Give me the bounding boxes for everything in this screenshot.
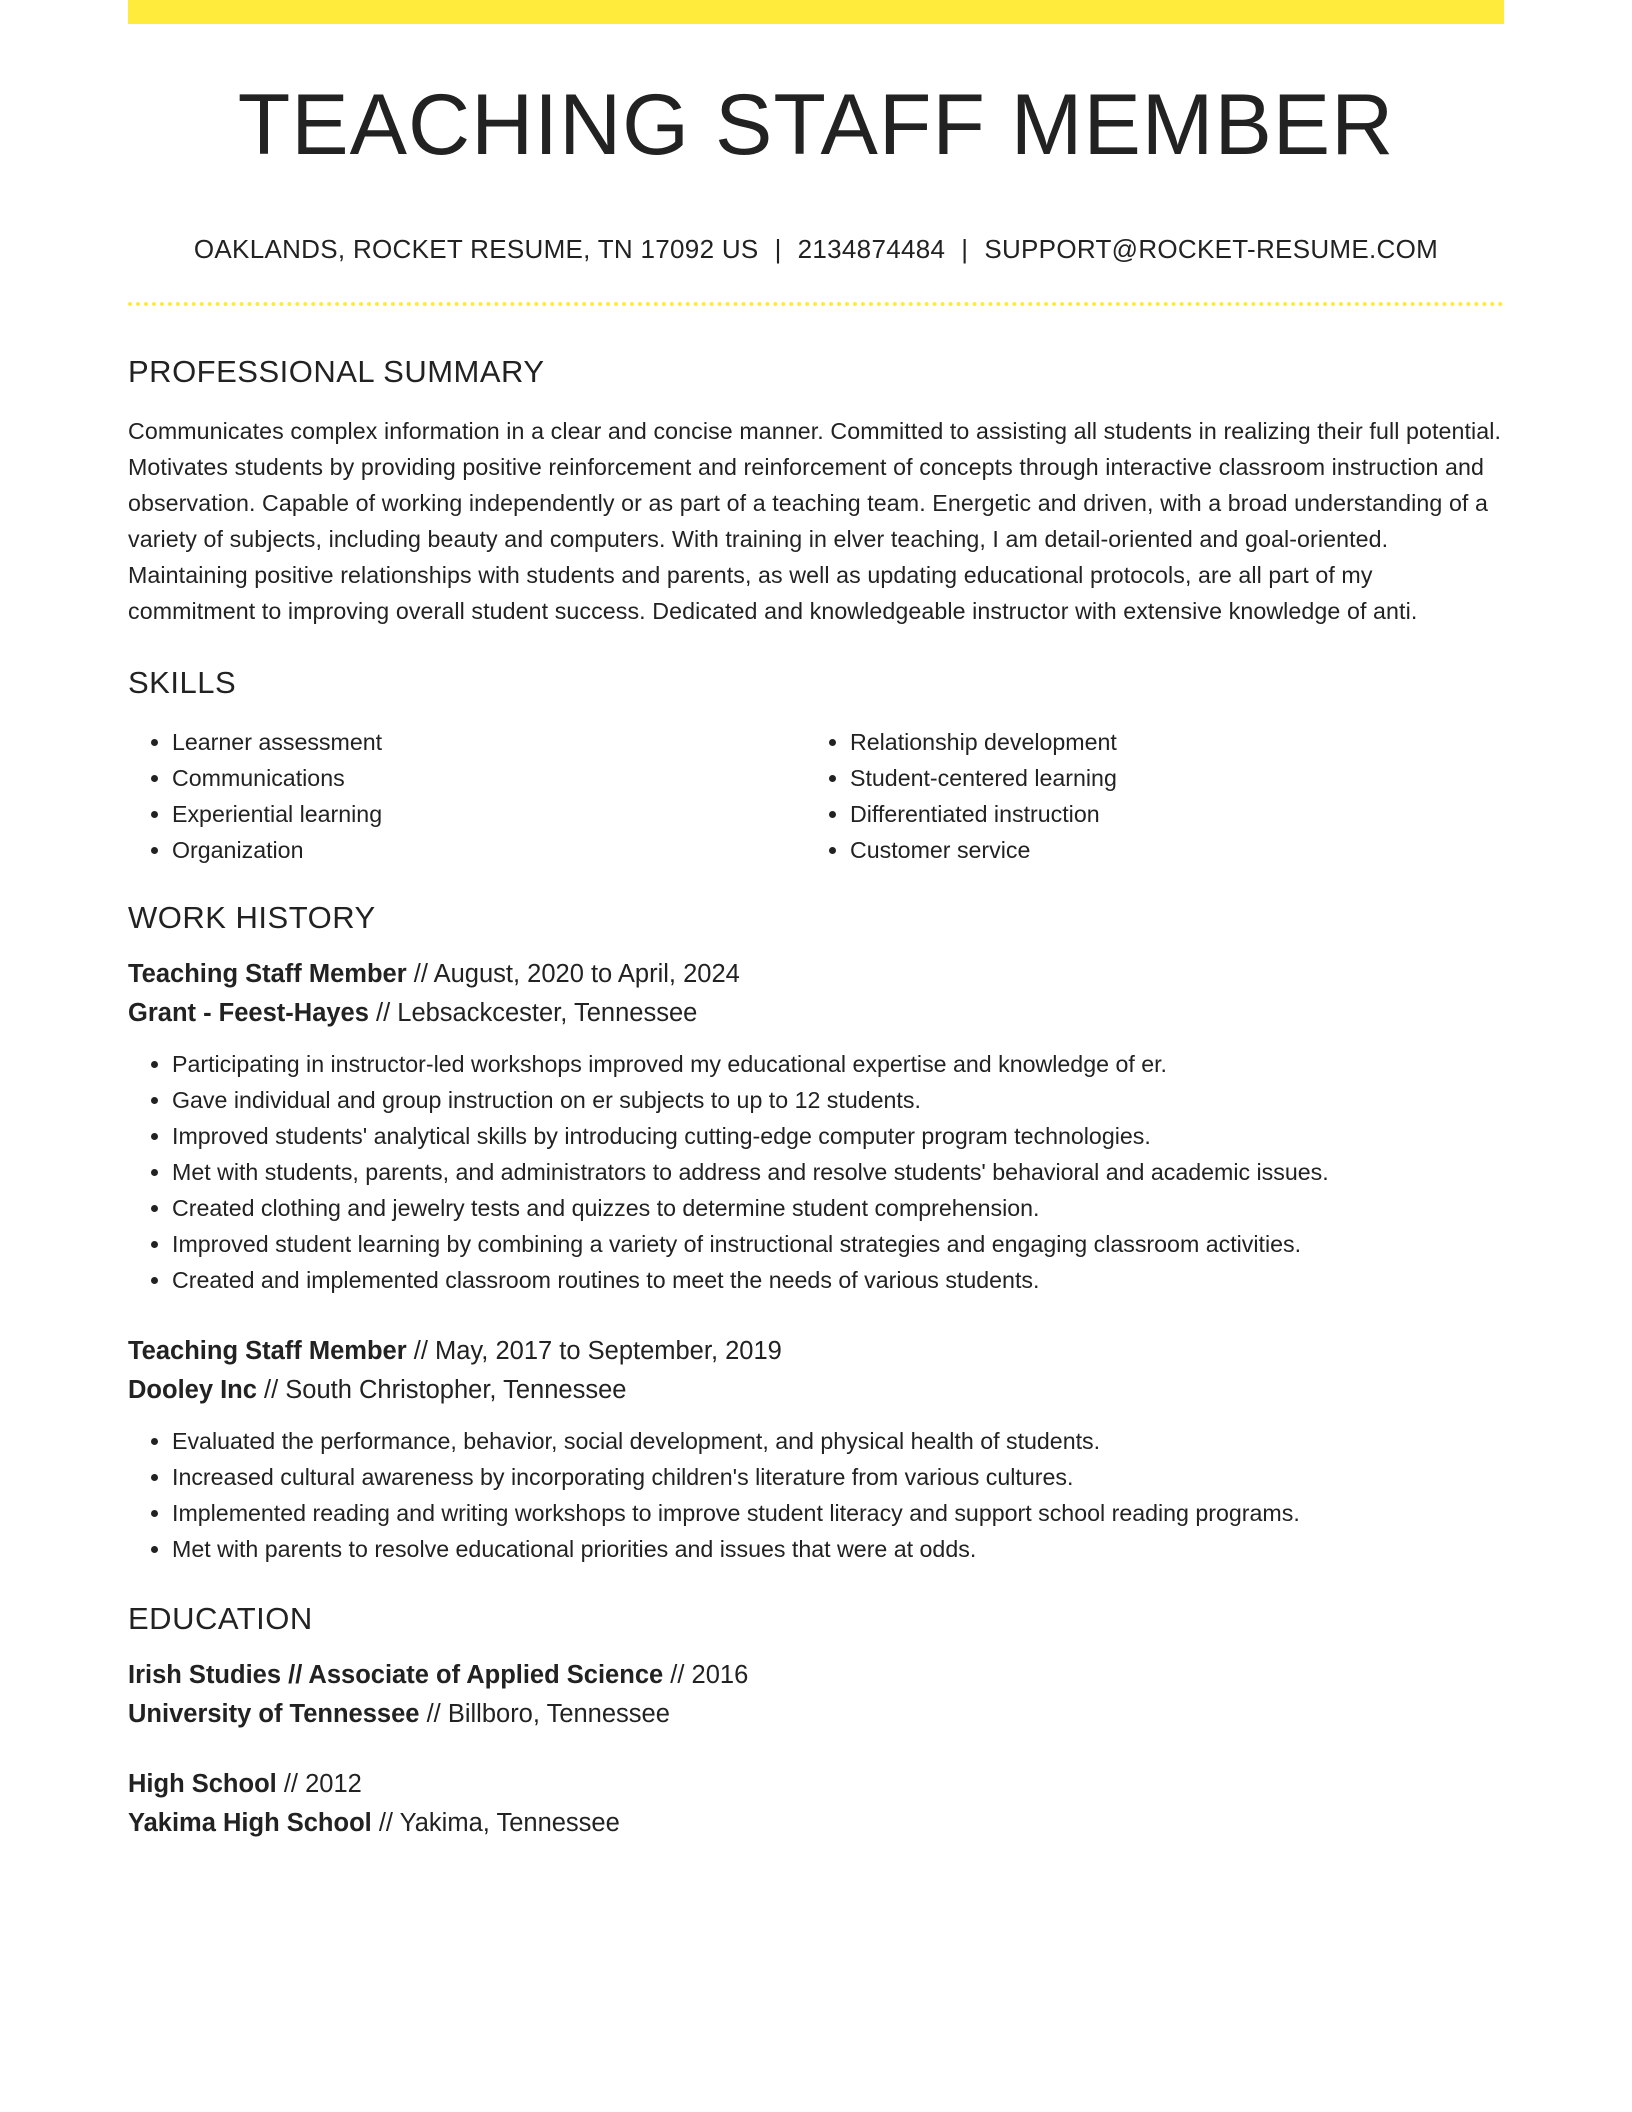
skill-item: • Communications bbox=[172, 760, 806, 796]
job-bullets bbox=[128, 1423, 1504, 1567]
contact-email: SUPPORT@ROCKET-RESUME.COM bbox=[984, 234, 1439, 264]
job-bullet: • Evaluated the performance, behavior, social development, and physical health of students. bbox=[172, 1423, 1504, 1459]
skills-list bbox=[128, 724, 1504, 868]
education-location: // Billboro, Tennessee bbox=[419, 1699, 670, 1728]
contact-separator: | bbox=[961, 234, 969, 264]
job-header bbox=[128, 1332, 1504, 1409]
job-company: Dooley Inc bbox=[128, 1375, 257, 1404]
education-school-line bbox=[128, 1695, 1504, 1734]
job-role-line bbox=[128, 1332, 1504, 1371]
job-bullet: • Participating in instructor-led workshops improved my educational expertise and knowledge of er. bbox=[172, 1046, 1504, 1082]
job-bullet: • Met with parents to resolve educational priorities and issues that were at odds. bbox=[172, 1531, 1504, 1567]
job-company-line bbox=[128, 1371, 1504, 1410]
job-bullet: • Increased cultural awareness by incorporating children's literature from various cultures. bbox=[172, 1459, 1504, 1495]
skill-item: • Organization bbox=[172, 832, 806, 868]
contact-phone: 2134874484 bbox=[797, 234, 946, 264]
job-dates: // May, 2017 to September, 2019 bbox=[406, 1337, 782, 1365]
education-school: Yakima High School bbox=[128, 1808, 372, 1837]
education-degree-line bbox=[128, 1656, 1504, 1695]
skills-heading: SKILLS bbox=[128, 665, 237, 700]
job-bullet: • Improved students' analytical skills by introducing cutting-edge computer program technologies. bbox=[172, 1118, 1504, 1154]
contact-address: OAKLANDS, ROCKET RESUME, TN 17092 US bbox=[193, 234, 759, 264]
job-role: Teaching Staff Member bbox=[128, 960, 407, 988]
education-degree: High School bbox=[128, 1770, 277, 1798]
contact-separator: | bbox=[774, 234, 782, 264]
skill-item: • Customer service bbox=[850, 832, 1484, 868]
education-heading: EDUCATION bbox=[128, 1601, 313, 1636]
job-header bbox=[128, 955, 1504, 1032]
job-bullets bbox=[128, 1046, 1504, 1298]
job-bullet: • Created clothing and jewelry tests and quizzes to determine student comprehension. bbox=[172, 1190, 1504, 1226]
education-year: // 2012 bbox=[276, 1770, 362, 1798]
education-school: University of Tennessee bbox=[128, 1699, 420, 1728]
job-company-line bbox=[128, 994, 1504, 1033]
education-entry bbox=[128, 1656, 1504, 1733]
skills-column-right bbox=[806, 724, 1484, 868]
work-history-heading: WORK HISTORY bbox=[128, 900, 376, 935]
job-bullet: • Improved student learning by combining a variety of instructional strategies and engaging classroom activities. bbox=[172, 1226, 1504, 1262]
education-year: // 2016 bbox=[663, 1661, 749, 1689]
resume-title: TEACHING STAFF MEMBER bbox=[237, 77, 1395, 173]
job-role: Teaching Staff Member bbox=[128, 1337, 407, 1365]
skill-item: • Differentiated instruction bbox=[850, 796, 1484, 832]
top-accent-bar bbox=[128, 0, 1504, 24]
contact-line bbox=[128, 236, 1504, 262]
education-degree-line bbox=[128, 1765, 1504, 1804]
education-entry bbox=[128, 1765, 1504, 1842]
education-school-line bbox=[128, 1804, 1504, 1843]
skill-item: • Relationship development bbox=[850, 724, 1484, 760]
job-dates: // August, 2020 to April, 2024 bbox=[406, 960, 740, 988]
job-bullet: • Met with students, parents, and administrators to address and resolve students' behavioral and academic issues. bbox=[172, 1154, 1504, 1190]
job-bullet: • Created and implemented classroom routines to meet the needs of various students. bbox=[172, 1262, 1504, 1298]
summary-text: Communicates complex information in a clear and concise manner. Committed to assisting all students in realizing their full potential. Motivates students by providing positive reinforcement and reinforcement of concepts through interactive classroom instruction and observation. Capable of working independently or as part of a teaching team. Energetic and driven, with a broad understanding of a variety of subjects, including beauty and computers. With training in elver teaching, I am detail-oriented and goal-oriented. Maintaining positive relationships with students and parents, as well as updating educational protocols, are all part of my commitment to improving overall student success. Dedicated and knowledgeable instructor with extensive knowledge of anti. bbox=[128, 418, 1502, 624]
summary-heading: PROFESSIONAL SUMMARY bbox=[128, 354, 545, 389]
job-bullet: • Implemented reading and writing workshops to improve student literacy and support school reading programs. bbox=[172, 1495, 1504, 1531]
education-location: // Yakima, Tennessee bbox=[371, 1808, 620, 1837]
resume-page bbox=[128, 0, 1504, 1842]
job-bullet: • Gave individual and group instruction on er subjects to up to 12 students. bbox=[172, 1082, 1504, 1118]
job-location: // Lebsackcester, Tennessee bbox=[368, 998, 698, 1027]
skill-item: • Learner assessment bbox=[172, 724, 806, 760]
education-degree: Irish Studies // Associate of Applied Science bbox=[128, 1661, 664, 1689]
skills-column-left bbox=[128, 724, 806, 868]
dotted-divider bbox=[128, 302, 1504, 306]
job-location: // South Christopher, Tennessee bbox=[256, 1375, 627, 1404]
job-company: Grant - Feest-Hayes bbox=[128, 998, 369, 1027]
skill-item: • Experiential learning bbox=[172, 796, 806, 832]
skill-item: • Student-centered learning bbox=[850, 760, 1484, 796]
job-role-line bbox=[128, 955, 1504, 994]
